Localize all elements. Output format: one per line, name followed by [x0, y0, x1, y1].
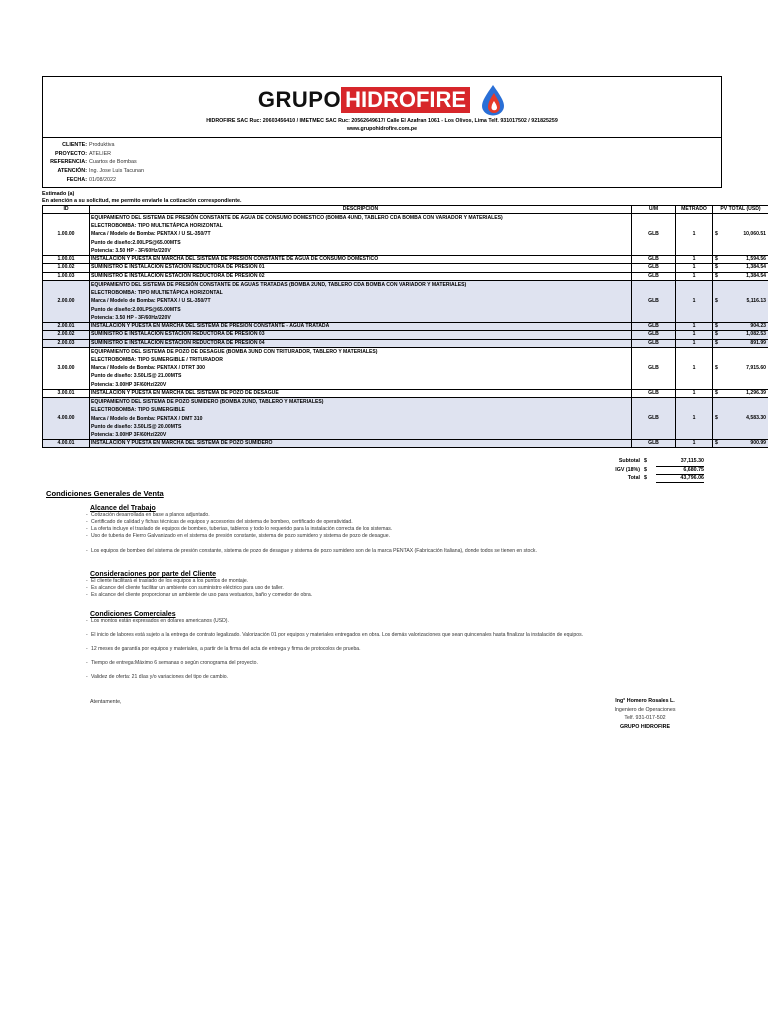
item-metrado: 1 [676, 272, 713, 280]
item-id: 2.00.02 [43, 331, 90, 339]
header-metrado: METRADO [676, 206, 713, 214]
item-description [90, 339, 632, 347]
date-row: FECHA: 01/08/2022 [66, 176, 116, 183]
item-unit: GLB [632, 389, 676, 397]
price-amount: 5,116.13 [746, 297, 766, 304]
currency-symbol: $ [715, 272, 718, 279]
list-item: - 12 meses de garantía por equipos y materiales, a partir de la firma del acta de entrega y firma de protocolos de prueba. [86, 646, 361, 653]
item-description [90, 264, 632, 272]
item-metrado: 1 [676, 214, 713, 256]
igv-row: IGV (18%) $ 6,680.75 [600, 467, 722, 475]
item-id: 1.00.01 [43, 256, 90, 264]
currency-symbol: $ [715, 440, 718, 447]
currency-symbol: $ [715, 414, 718, 421]
description-line: Marca / Modelo de Bomba: PENTAX / DTRT 300 [91, 365, 205, 372]
description-line: SUMINISTRO E INSTALACIÓN ESTACIÓN REDUCTORA DE PRESION 03 [91, 331, 265, 338]
logo-hidrofire-text: HIDROFIRE [341, 87, 470, 113]
item-unit: GLB [632, 347, 676, 389]
item-unit: GLB [632, 256, 676, 264]
item-id: 1.00.02 [43, 264, 90, 272]
list-item: - El cliente facilitará el traslado de los equipos a los puntos de montaje. [86, 578, 249, 585]
item-id: 2.00.01 [43, 322, 90, 330]
client-details [42, 138, 722, 188]
list-item: - Certificado de calidad y fichas técnicas de equipos y accesorios del sistema de bombeo, certificado de operatividad. [86, 519, 353, 526]
attention-row: ATENCIÓN: Ing. Jose Luis Tacunan [57, 168, 145, 175]
item-unit: GLB [632, 331, 676, 339]
item-price [713, 347, 768, 389]
reference-value: Cuartos de Bombas [89, 159, 137, 166]
header-id: ID [43, 206, 90, 214]
company-logo [43, 85, 721, 115]
table-row [43, 440, 768, 448]
item-id: 1.00.03 [43, 272, 90, 280]
description-line: Potencia: 3.00HP 3F/60Hz/220V [91, 381, 167, 388]
price-amount: 1,296.39 [746, 389, 766, 396]
totals-block [600, 458, 722, 483]
item-id: 4.00.00 [43, 398, 90, 440]
scope-title: Alcance del Trabajo [90, 505, 156, 513]
company-info [43, 117, 721, 133]
commercial-conditions-title: Condiciones Comerciales [90, 611, 176, 619]
table-row [43, 398, 768, 440]
water-fire-drop-icon [480, 84, 506, 116]
item-price [713, 331, 768, 339]
item-unit: GLB [632, 440, 676, 448]
list-item: - Cotización desarrollada en base a planos adjuntado. [86, 512, 210, 519]
client-row: CLIENTE: Produktiva [62, 142, 115, 148]
item-unit: GLB [632, 322, 676, 330]
item-metrado: 1 [676, 389, 713, 397]
table-header-row [43, 206, 768, 214]
client-considerations-title: Consideraciones por parte del Cliente [90, 571, 217, 579]
list-item: - Los equipos de bombeo del sistema de presión constante, sistema de pozo de desague y sistema de pozo sumidero son de la marca PENTAX (Fabricación Italiana), donde todos se tienen en stock. [86, 548, 537, 555]
item-description [90, 389, 632, 397]
description-line: Potencia: 3.50 HP - 3F/60Hz/220V [91, 247, 171, 254]
item-unit: GLB [632, 398, 676, 440]
list-item: - El inicio de labores está sujeto a la entrega de contrato legalizado. Valorización 01 por equipos y materiales entregados en obra. Los demás valorizaciones que sean quincenales hasta finalizar la instalación de equipos. [86, 632, 584, 639]
description-line: SUMINISTRO E INSTALACIÓN ESTACIÓN REDUCTORA DE PRESIÓN 01 [91, 264, 265, 271]
signatory-phone: Telf. 931-017-502 [624, 715, 666, 722]
item-id: 4.00.01 [43, 440, 90, 448]
description-line: EQUIPAMIENTO DEL SISTEMA DE POZO DE DESAGUE (BOMBA 3UND CON TRITURADOR, TABLERO Y MATERIALES) [91, 348, 378, 355]
subtotal-row: Subtotal $ 37,115.30 [600, 458, 722, 466]
company-website: www.grupohidrofire.com.pe [346, 126, 418, 132]
description-line: Punto de diseño: 3.50L/S@ 20.00MTS [91, 423, 182, 430]
item-price [713, 214, 768, 256]
description-line: Marca / Modelo de Bomba: PENTAX / U SL-350/7T [91, 231, 211, 238]
scope-extra [86, 548, 722, 555]
item-description [90, 280, 632, 322]
item-metrado: 1 [676, 280, 713, 322]
description-line: INSTALACIÓN Y PUESTA EN MARCHA DEL SISTEMA DE PRESIÓN CONSTANTE - AGUA TRATADA [91, 322, 330, 329]
intro-text [42, 191, 722, 205]
description-line: INSTALACIÓN Y PUESTA EN MARCHA DEL SISTEMA DE PRESIÓN CONSTANTE DE AGUA DE CONSUMO DOMESTICO [91, 256, 379, 263]
list-item: - Los montos están expresados en dolares americanos (USD). [86, 618, 229, 625]
price-amount: 4,583.30 [746, 414, 766, 421]
total-value: 43,796.06 [656, 475, 704, 483]
header-pv-total: PV TOTAL (USD) [713, 206, 768, 214]
item-price [713, 280, 768, 322]
price-amount: 1,384.54 [746, 264, 766, 271]
description-line: Punto de diseño: 3.50L/S@ 21.00MTS [91, 373, 182, 380]
item-unit: GLB [632, 339, 676, 347]
item-id: 3.00.01 [43, 389, 90, 397]
list-item: - Validez de oferta: 21 días y/o variaciones del tipo de cambio. [86, 674, 228, 681]
currency-symbol: $ [715, 230, 718, 237]
signature-block [42, 693, 722, 753]
price-amount: 891.99 [750, 339, 766, 346]
item-description [90, 256, 632, 264]
item-metrado: 1 [676, 347, 713, 389]
description-line: INSTALACIÓN Y PUESTA EN MARCHA DEL SISTEMA DE POZO SUMIDERO [91, 440, 273, 447]
item-metrado: 1 [676, 331, 713, 339]
item-price [713, 339, 768, 347]
description-line: SUMINISTRO E INSTALACIÓN ESTACIÓN REDUCTORA DE PRESIÓN 04 [91, 339, 265, 346]
attention-value: Ing. Jose Luis Tacunan [89, 168, 145, 175]
conditions-title: Condiciones Generales de Venta [46, 489, 164, 499]
item-description [90, 322, 632, 330]
list-item: - Tiempo de entrega:Máximo 6 semanas o según cronograma del proyecto. [86, 660, 258, 667]
item-price [713, 256, 768, 264]
reference-row: REFERENCIA: Cuartos de Bombas [50, 159, 137, 166]
description-line: Potencia: 3.50 HP - 3F/60Hz/220V [91, 314, 171, 321]
signatory-role: Ingeniero de Operaciones [614, 706, 676, 713]
description-line: Potencia: 3.00HP 3F/60Hz/220V [91, 431, 167, 438]
greeting: Estimado (a) [42, 191, 75, 197]
currency-symbol: $ [715, 364, 718, 371]
header-description: DESCRIPCIÓN [90, 206, 632, 214]
list-item: - Es alcance del cliente proporcionar un ambiente de uso para vestuarios, baño y comedor de obra. [86, 592, 313, 599]
igv-value: 6,680.75 [656, 467, 704, 475]
price-amount: 900.99 [750, 440, 766, 447]
description-line: ELECTROBOMBA: TIPO MULTIETÁPICA HORIZONTAL [91, 223, 223, 230]
item-description [90, 214, 632, 256]
description-line: EQUIPAMIENTO DEL SISTEMA DE POZO SUMIDERO (BOMBA 2UND, TABLERO Y MATERIALES) [91, 399, 324, 406]
currency-symbol: $ [715, 322, 718, 329]
item-unit: GLB [632, 280, 676, 322]
item-metrado: 1 [676, 322, 713, 330]
list-item: - La oferta incluye el traslado de equipos de bombeo, tuberias, tableros y todo lo requerido para la instalación correcta de los sistemas. [86, 526, 393, 533]
list-item: - Es alcance del cliente facilitar un ambiente con suministro eléctrico para uso de taller. [86, 585, 284, 592]
table-row [43, 264, 768, 272]
description-line: Marca / Modelo de Bomba: PENTAX / U SL-350/7T [91, 298, 211, 305]
letterhead [42, 76, 722, 138]
signatory-company: GRUPO HIDROFIRE [619, 723, 671, 730]
description-line: ELECTROBOMBA: TIPO MULTIETÁPICA HORIZONTAL [91, 290, 223, 297]
project-row: PROYECTO: ATELIER [55, 150, 112, 157]
item-price [713, 264, 768, 272]
item-price [713, 440, 768, 448]
price-amount: 1,594.56 [746, 256, 766, 263]
client-name: Produktiva [89, 142, 115, 148]
price-amount: 10,060.51 [743, 230, 766, 237]
item-unit: GLB [632, 264, 676, 272]
price-amount: 904.23 [750, 322, 766, 329]
item-metrado: 1 [676, 440, 713, 448]
project-name: ATELIER [89, 150, 112, 157]
signatory-name: Ing° Homero Rosales L. [615, 698, 675, 705]
table-row [43, 322, 768, 330]
scope-list [86, 512, 722, 540]
intro-line: En atención a su solicitud, me permito enviarle la cotización correspondiente. [42, 198, 242, 204]
item-metrado: 1 [676, 256, 713, 264]
item-price [713, 398, 768, 440]
description-line: SUMINISTRO E INSTALACIÓN ESTACIÓN REDUCTORA DE PRESIÓN 02 [91, 272, 265, 279]
description-line: INSTALACIÓN Y PUESTA EN MARCHA DEL SISTEMA DE POZO DE DESAGUE [91, 389, 279, 396]
currency-symbol: $ [715, 339, 718, 346]
commercial-conditions-list [86, 618, 722, 681]
table-row [43, 347, 768, 389]
item-metrado: 1 [676, 339, 713, 347]
item-metrado: 1 [676, 398, 713, 440]
item-unit: GLB [632, 272, 676, 280]
table-row [43, 389, 768, 397]
header-unit: U/M [632, 206, 676, 214]
item-id: 3.00.00 [43, 347, 90, 389]
item-unit: GLB [632, 214, 676, 256]
item-description [90, 398, 632, 440]
price-amount: 1,082.53 [746, 331, 766, 338]
currency-symbol: $ [715, 297, 718, 304]
item-description [90, 440, 632, 448]
quotation-table [42, 205, 768, 448]
table-row [43, 214, 768, 256]
description-line: EQUIPAMIENTO DEL SISTEMA DE PRESIÓN CONSTANTE DE AGUA DE CONSUMO DOMESTICO (BOMBA 4UND, TABLERO CDA BOMBA CON VARIADOR Y MATERIALES) [91, 215, 503, 221]
item-description [90, 347, 632, 389]
table-row [43, 280, 768, 322]
currency-symbol: $ [715, 331, 718, 338]
description-line: Punto de diseño:2.00LPS@65.00MTS [91, 306, 181, 313]
currency-symbol: $ [715, 264, 718, 271]
item-price [713, 272, 768, 280]
list-item: - Uso de tuberia de Fierro Galvanizado en el sistema de presión constante, sistema de pozo sumidero y sistema de pozo de desague. [86, 533, 391, 540]
quotation-page [42, 76, 766, 753]
item-metrado: 1 [676, 264, 713, 272]
table-row [43, 272, 768, 280]
signatory [590, 697, 700, 731]
item-id: 2.00.00 [43, 280, 90, 322]
item-price [713, 389, 768, 397]
date-value: 01/08/2022 [89, 176, 116, 183]
price-amount: 1,384.54 [746, 272, 766, 279]
logo-grupo-text: GRUPO [257, 87, 342, 112]
table-body [43, 214, 768, 448]
table-row [43, 331, 768, 339]
item-price [713, 322, 768, 330]
item-description [90, 331, 632, 339]
item-description [90, 272, 632, 280]
company-registration-line: HIDROFIRE SAC Ruc: 20603456410 / IMETMEC SAC Ruc: 20562649617/ Calle El Azafran 1061 - Los Olivos, Lima Telf. 931017502 / 921825259 [206, 118, 558, 124]
description-line: EQUIPAMIENTO DEL SISTEMA DE PRESIÓN CONSTANTE DE AGUAS TRATADAS (BOMBA 2UND, TABLERO CDA BOMBA CON VARIADOR Y MATERIALES) [91, 281, 467, 288]
subtotal-value: 37,115.30 [656, 458, 704, 466]
currency-symbol: $ [715, 256, 718, 263]
description-line: ELECTROBOMBA: TIPO SUMERGIBLE / TRITURADOR [91, 357, 223, 364]
price-amount: 7,915.60 [746, 364, 766, 371]
item-id: 1.00.00 [43, 214, 90, 256]
item-id: 2.00.03 [43, 339, 90, 347]
table-row [43, 256, 768, 264]
description-line: ELECTROBOMBA: TIPO SUMERGIBLE [91, 407, 185, 414]
description-line: Marca / Modelo de Bomba: PENTAX / DMT 310 [91, 415, 203, 422]
closing-greeting: Atentamente, [90, 699, 122, 706]
total-row: Total $ 43,796.06 [600, 475, 722, 483]
currency-symbol: $ [715, 389, 718, 396]
description-line: Punto de diseño:2.00LPS@65.00MTS [91, 239, 181, 246]
client-considerations-list [86, 578, 722, 599]
table-row [43, 339, 768, 347]
